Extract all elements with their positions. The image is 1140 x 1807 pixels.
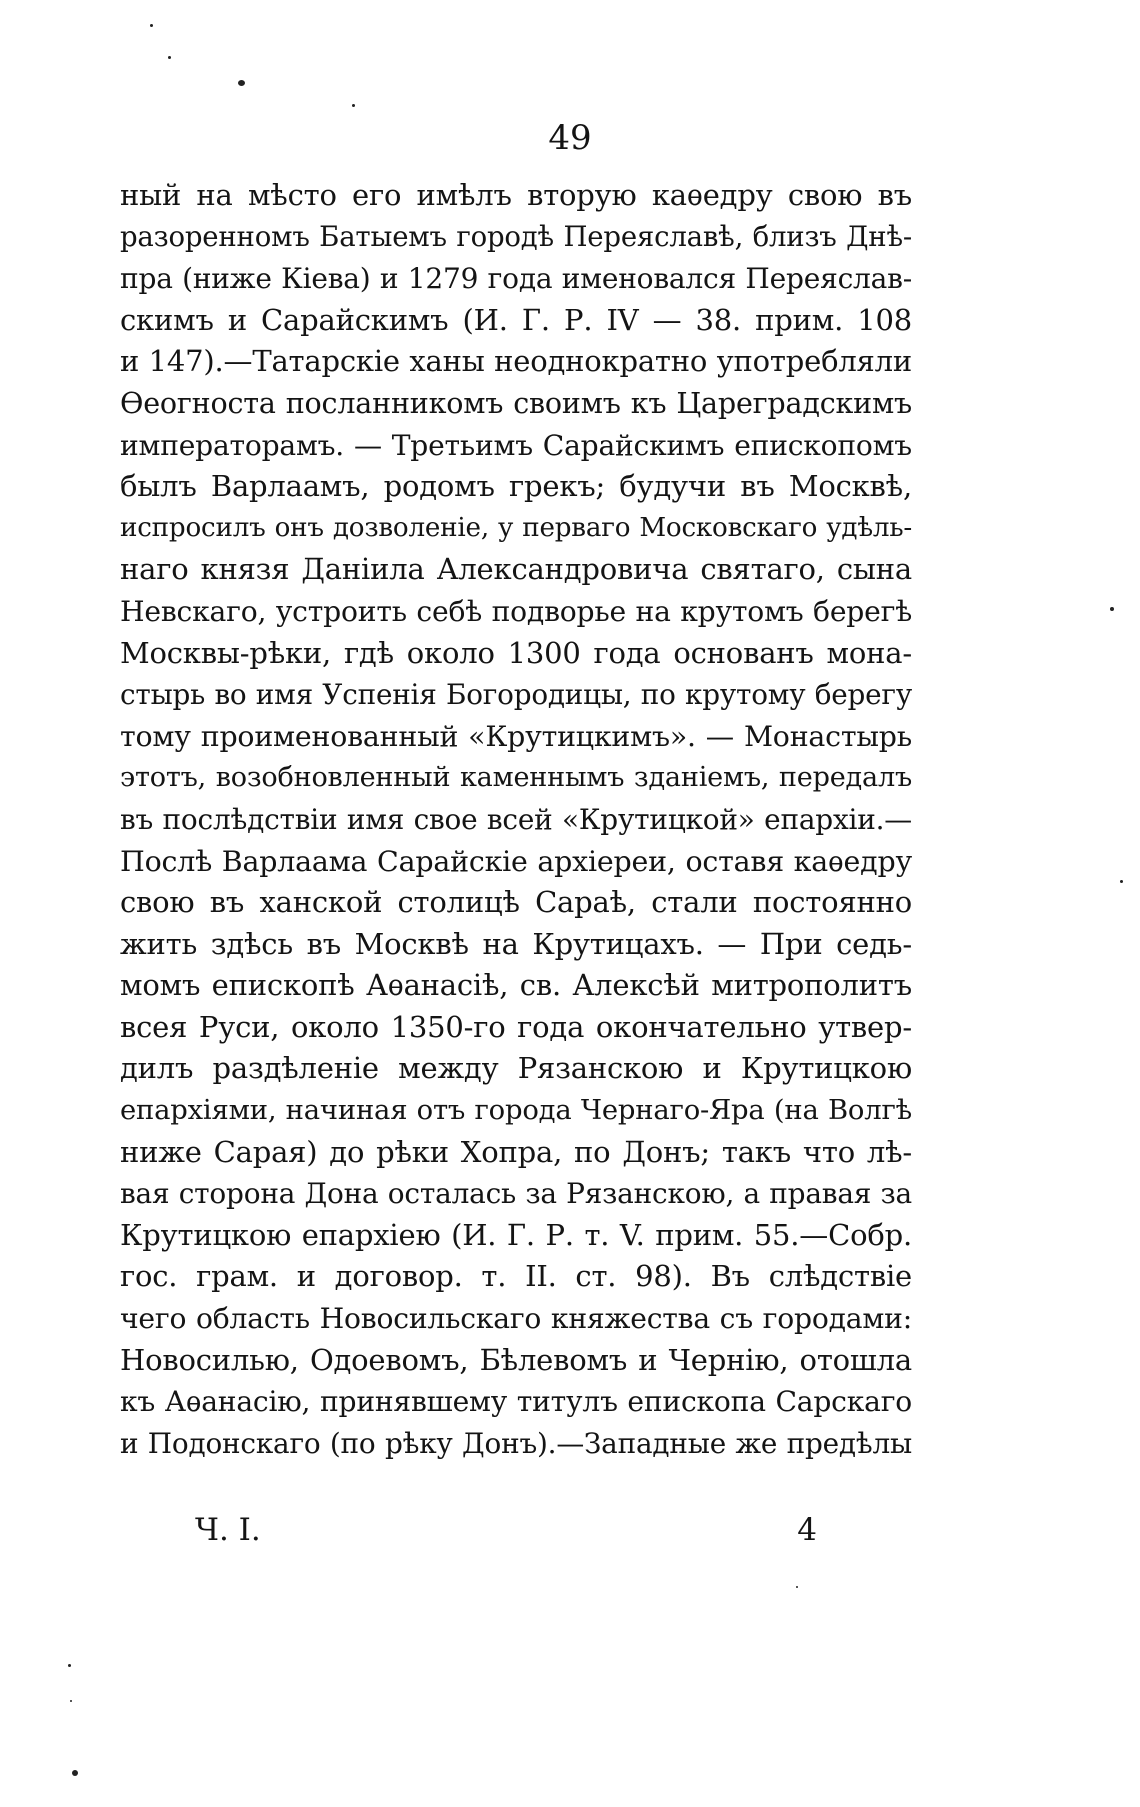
scan-speck (168, 56, 171, 59)
text-line: Москвы-рѣки, гдѣ около 1300 года основанъ мона- (120, 635, 912, 670)
text-line: наго князя Даніила Александровича святаго, сына (120, 552, 912, 587)
text-line: чего область Новосильскаго княжества съ городами: (120, 1302, 912, 1336)
text-line: епархіями, начиная отъ города Чернаго-Яра (на Волгѣ (120, 1095, 912, 1127)
scan-speck (352, 104, 355, 107)
text-line: Новосилью, Одоевомъ, Бѣлевомъ и Чернію, отошла (120, 1342, 912, 1377)
text-line: момъ епископѣ Аѳанасіѣ, св. Алексѣй митрополитъ (120, 968, 912, 1003)
scan-speck (1110, 607, 1114, 611)
text-line: дилъ раздѣленіе между Рязанскою и Крутицкою (120, 1051, 912, 1086)
text-line: былъ Варлаамъ, родомъ грекъ; будучи въ Москвѣ, (120, 469, 912, 504)
text-line: и 147).—Татарскіе ханы неоднократно употребляли (120, 344, 912, 379)
text-line: разоренномъ Батыемъ городѣ Переяславѣ, близъ Днѣ- (120, 220, 912, 253)
scan-speck (72, 1770, 78, 1776)
scan-speck (796, 1586, 798, 1588)
text-line: пра (ниже Кіева) и 1279 года именовался Переяслав- (120, 262, 912, 296)
text-line: Ѳеогноста посланникомъ своимъ къ Цареградскимъ (120, 385, 912, 420)
text-line: гос. грам. и договор. т. II. ст. 98). Въ слѣдствіе (120, 1259, 912, 1294)
text-line: тому проименованный «Крутицкимъ». — Монастырь (120, 719, 912, 753)
text-line: этотъ, возобновленный каменнымъ зданіемъ, передалъ (120, 762, 912, 794)
text-line: къ Аѳанасію, принявшему титулъ епископа Сарскаго (120, 1385, 912, 1419)
text-line: испросилъ онъ дозволеніе, у перваго Московскаго удѣль- (120, 512, 912, 543)
text-line: ниже Сарая) до рѣки Хопра, по Донъ; такъ что лѣ- (120, 1134, 912, 1169)
text-line: Крутицкою епархіею (И. Г. Р. т. V. прим. 55.—Собр. (120, 1217, 912, 1252)
text-line: жить здѣсь въ Москвѣ на Крутицахъ. — При седь- (120, 926, 912, 961)
text-line: всея Руси, около 1350-го года окончательно утвер- (120, 1009, 912, 1044)
text-line: вая сторона Дона осталась за Рязанскою, а правая за (120, 1177, 912, 1211)
scan-speck (150, 24, 153, 27)
text-line: и Подонскаго (по рѣку Донъ).—Западные же предѣлы (120, 1426, 912, 1460)
text-line: свою въ ханской столицѣ Сараѣ, стали постоянно (120, 885, 912, 920)
signature-mark: Ч. I. (195, 1512, 261, 1548)
scan-speck (68, 1664, 71, 1667)
page-footer (195, 1510, 817, 1550)
scan-speck (238, 80, 245, 86)
scan-speck (70, 1700, 72, 1702)
sheet-number: 4 (797, 1512, 817, 1548)
text-line: Невскаго, устроить себѣ подворье на крутомъ берегѣ (120, 594, 912, 628)
text-line: императорамъ. — Третьимъ Сарайскимъ епископомъ (120, 428, 912, 462)
page-number: 49 (548, 118, 592, 158)
text-line: въ послѣдствіи имя свое всей «Крутицкой» епархіи.— (120, 802, 912, 836)
text-line: Послѣ Варлаама Сарайскіе архіереи, оставя каѳедру (120, 844, 912, 878)
text-line: скимъ и Сарайскимъ (И. Г. Р. IV — 38. прим. 108 (120, 302, 912, 337)
text-line: стырь во имя Успенія Богородицы, по крутому берегу (120, 678, 912, 712)
text-line: ный на мѣсто его имѣлъ вторую каѳедру свою въ (120, 178, 912, 212)
scan-speck (1120, 880, 1123, 883)
body-text (120, 175, 912, 1464)
